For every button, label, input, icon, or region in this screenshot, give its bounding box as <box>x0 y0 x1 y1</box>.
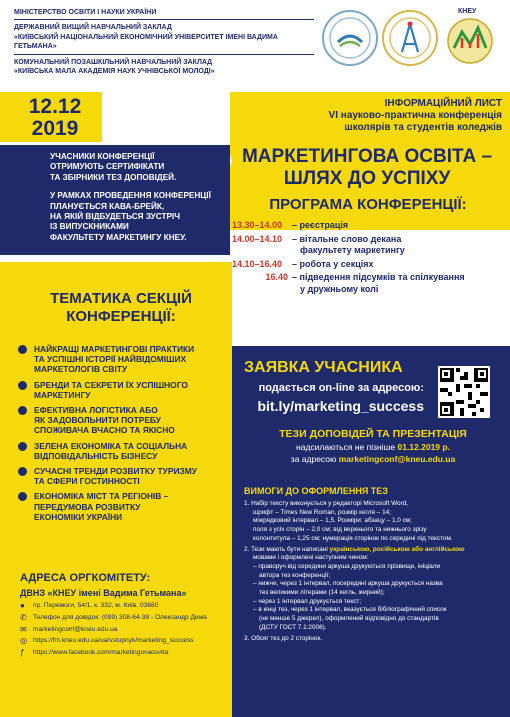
title-line2: ШЛЯХ ДО УСПІХУ <box>283 168 451 189</box>
header-divider <box>14 19 314 20</box>
topic-item <box>16 380 228 400</box>
theses-deadline-text: надсилаються не пізніше <box>296 442 398 452</box>
requirement-line: міжрядковий інтервал – 1,5. Розміри: абзацу – 1,0 см; <box>253 517 412 525</box>
requirement-line: (не менше 5 джерел), оформлений відповідно до стандартів <box>259 615 439 623</box>
address-facebook-link[interactable]: https://www.facebook.com/marketingovaosvita <box>33 649 169 657</box>
theses-address-text: за адресою <box>290 454 339 464</box>
requirement-line: – в кінці тез, через 1 інтервал, вказується бібліографічний список <box>253 606 447 614</box>
contact-row[interactable] <box>20 624 232 636</box>
topic-line: СУЧАСНІ ТРЕНДИ РОЗВИТКУ ТУРИЗМУ <box>34 466 197 477</box>
topic-line: ВІДПОВІДАЛЬНІСТЬ БІЗНЕСУ <box>34 450 158 461</box>
requirement-line: тез великими літерами (14 кегль, жирний); <box>259 589 385 597</box>
topic-line: ЕФЕКТИВНА ЛОГІСТИКА АБО <box>34 405 158 416</box>
requirement-line: поля з усіх сторін – 2,0 см; від верхнього та нижнього зрізу <box>253 526 427 534</box>
topic-item <box>16 441 228 461</box>
address-email-link[interactable]: marketingconf@kneu.edu.ua <box>33 625 118 633</box>
title-line1: МАРКЕТИНГОВА ОСВІТА – <box>241 146 493 167</box>
date-year: 2019 <box>31 117 79 140</box>
header-line-academy: «КИЇВСЬКА МАЛА АКАДЕМІЯ НАУК УЧНІВСЬКОЇ МОЛОДІ» <box>14 68 215 76</box>
bullet-icon <box>18 345 27 354</box>
topic-line: ЕКОНОМІКА МІСТ ТА РЕГІОНІВ – <box>34 491 169 502</box>
requirement-line <box>244 546 506 555</box>
participants-line: ОТРИМУЮТЬ СЕРТИФІКАТИ <box>50 162 165 172</box>
address-site-link[interactable]: https://fm.kneu.edu.ua/ua/vstupnyk/marketing_success <box>33 637 194 645</box>
address-street: пр. Перемоги, 54/1, к. 332, м. Київ, 03680 <box>33 602 159 609</box>
contact-row[interactable] <box>20 635 232 647</box>
topic-line: ЯК ЗАДОВОЛЬНИТИ ПОТРЕБУ <box>34 415 161 426</box>
phone-icon: ✆ <box>20 612 27 622</box>
participants-line: У РАМКАХ ПРОВЕДЕННЯ КОНФЕРЕНЦІЇ <box>50 191 211 201</box>
topic-line: МАРКЕТОЛОГІВ СВІТУ <box>34 364 128 375</box>
theses-email-link[interactable]: marketingconf@kneu.edu.ua <box>338 454 456 464</box>
application-heading: ЗАЯВКА УЧАСНИКА <box>244 359 403 376</box>
theses-heading: ТЕЗИ ДОПОВІДЕЙ ТА ПРЕЗЕНТАЦІЯ <box>279 428 467 440</box>
participants-line: ТА ЗБІРНИКИ ТЕЗ ДОПОВІДЕЙ. <box>50 172 177 182</box>
program-text: – підведення підсумків та спілкування <box>292 272 465 282</box>
program-item <box>232 234 506 246</box>
participants-line: ФАКУЛЬТЕТУ МАРКЕТИНГУ КНЕУ. <box>50 232 187 242</box>
program-section <box>232 196 504 214</box>
program-text: – реєстрація <box>292 220 349 230</box>
header-divider <box>14 54 314 55</box>
academy-logo <box>382 10 438 66</box>
bullet-icon <box>18 381 27 390</box>
date-day: 12.12 <box>28 95 82 118</box>
requirement-line: – через 1 інтервал друкується текст; <box>253 597 362 605</box>
requirement-line: шрифт – Times New Roman, розмір кегля – 14; <box>253 508 391 516</box>
conference-line1: VI науково-практична конференція <box>328 110 502 121</box>
application-link[interactable]: bit.ly/marketing_success <box>257 398 424 414</box>
topics-list <box>16 344 228 522</box>
theses-address <box>242 453 504 465</box>
requirement-line: (ДСТУ ГОСТ 7.1:2006). <box>259 623 327 631</box>
program-text: – вітальне слово декана <box>292 233 402 244</box>
conference-line2: школярів та студентів коледжів <box>344 122 502 133</box>
contacts-list <box>20 600 232 659</box>
header-line-institution-type: ДЕРЖАВНИЙ ВИЩИЙ НАВЧАЛЬНИЙ ЗАКЛАД <box>14 24 172 32</box>
globe-icon: ◎ <box>20 636 27 646</box>
conference-date <box>10 96 100 140</box>
facebook-icon: ƒ <box>20 648 25 658</box>
topic-line: ЗЕЛЕНА ЕКОНОМІКА ТА СОЦІАЛЬНА <box>34 440 188 451</box>
program-text: – робота у секціях <box>292 258 374 269</box>
theses-section <box>242 428 504 465</box>
program-time: 13.30–14.00 <box>232 220 283 230</box>
header-line-ministry: МІНІСТЕРСТВО ОСВІТИ І НАУКИ УКРАЇНИ <box>14 9 157 16</box>
requirement-text: 2. Тези мають бути написані <box>244 545 330 553</box>
university-logo <box>322 10 378 66</box>
address-heading: АДРЕСА ОРГКОМІТЕТУ: <box>20 572 151 584</box>
topic-line: МАРКЕТИНГУ <box>34 389 91 400</box>
program-text: у дружньому колі <box>300 283 379 294</box>
theses-deadline <box>242 441 504 453</box>
requirement-line: – нижче, через 1 інтервал, посередині аркуша друкується назва <box>253 580 443 588</box>
topic-item <box>16 405 228 436</box>
requirement-highlight: українською, російською або англійською <box>329 545 465 553</box>
program-list <box>232 220 506 295</box>
location-pin-icon: ● <box>20 601 25 610</box>
header-block <box>14 8 314 76</box>
requirement-line: – праворуч від середини аркуша друкуються прізвище, ініціали <box>253 562 441 570</box>
info-kind: ІНФОРМАЦІЙНИЙ ЛИСТ <box>384 98 502 109</box>
address-phone: Телефон для довідок: (099) 308-64-38 - Олександр Дима <box>33 613 207 621</box>
topics-heading-line: КОНФЕРЕНЦІЇ: <box>66 308 176 325</box>
program-item <box>232 259 506 271</box>
program-text: факультету маркетингу <box>300 245 405 255</box>
program-item <box>232 272 506 284</box>
bullet-icon <box>18 442 27 451</box>
email-icon: ✉ <box>20 624 27 634</box>
kneu-marketing-logo <box>440 8 500 68</box>
contact-row <box>20 612 232 624</box>
requirement-line: 3. Обсяг тез до 2 сторінок. <box>244 634 323 642</box>
info-header <box>232 98 502 134</box>
topics-heading <box>16 290 226 326</box>
application-line: подається on-line за адресою: <box>258 382 424 394</box>
logo-label: КНЕУ <box>458 8 477 15</box>
bullet-icon <box>18 406 27 415</box>
bullet-icon <box>18 467 27 476</box>
requirements-section <box>244 486 506 643</box>
topic-line: ЕКОНОМІКИ УКРАЇНИ <box>34 511 123 522</box>
address-org: ДВНЗ «КНЕУ імені Вадима Гетьмана» <box>20 588 187 598</box>
topic-item <box>16 491 228 522</box>
requirement-line: 1. Набір тексту виконується у редакторі Microsoft Word, <box>244 500 409 507</box>
header-line-school-type: КОМУНАЛЬНИЙ ПОЗАШКІЛЬНИЙ НАВЧАЛЬНИЙ ЗАКЛАД <box>14 58 213 66</box>
program-item <box>232 220 506 232</box>
bullet-icon <box>18 492 27 501</box>
program-time: 16.40 <box>265 272 288 282</box>
topic-item <box>16 344 228 375</box>
topic-line: ТА СФЕРИ ГОСТИННОСТІ <box>34 476 140 487</box>
qr-code[interactable] <box>438 366 490 418</box>
participants-text <box>50 152 220 243</box>
topic-line: ТА УСПІШНІ ІСТОРІЇ НАЙВІДОМІШИХ <box>34 354 187 365</box>
requirement-line: мовами і оформлені наступним чином: <box>253 554 369 562</box>
contact-row[interactable] <box>20 647 232 659</box>
participants-line: УЧАСНИКИ КОНФЕРЕНЦІЇ <box>50 152 155 161</box>
conference-title <box>232 146 502 190</box>
requirement-line: колонтитула – 1,25 см; нумерація сторінок по середині під текстом. <box>253 534 453 542</box>
program-time: 14.00–14.10 <box>232 233 283 244</box>
requirement-line: автора тез конференції; <box>259 571 331 579</box>
address-section <box>20 572 230 599</box>
participants-line: ІЗ ВИПУСКНИКАМИ <box>50 222 129 232</box>
participants-line: НА ЯКІЙ ВІДБУДЕТЬСЯ ЗУСТРІЧ <box>50 212 180 222</box>
theses-date: 01.12.2019 р. <box>397 442 450 452</box>
contact-row <box>20 600 232 612</box>
program-heading: ПРОГРАМА КОНФЕРЕНЦІЇ: <box>269 196 467 213</box>
topic-line: СПОЖИВАЧА ВЧАСНО ТА ЯКІСНО <box>34 425 175 436</box>
topic-line: НАЙКРАЩІ МАРКЕТИНГОВІ ПРАКТИКИ <box>34 344 195 354</box>
topics-heading-line: ТЕМАТИКА СЕКЦІЙ <box>50 290 192 307</box>
requirements-heading: ВИМОГИ ДО ОФОРМЛЕННЯ ТЕЗ <box>244 486 388 496</box>
participants-line: ПЛАНУЄТЬСЯ КАВА-БРЕЙК, <box>50 201 165 211</box>
header-line-university: «КИЇВСЬКИЙ НАЦІОНАЛЬНИЙ ЕКОНОМІЧНИЙ УНІВЕРСИТЕТ ІМЕНІ ВАДИМА ГЕТЬМАНА» <box>14 33 278 51</box>
program-time: 14.10–16.40 <box>232 258 283 269</box>
application-section <box>244 358 424 415</box>
topic-item <box>16 466 228 486</box>
topic-line: ПЕРЕДУМОВА РОЗВИТКУ <box>34 501 141 512</box>
topic-line: БРЕНДИ ТА СЕКРЕТИ ЇХ УСПІШНОГО <box>34 379 188 390</box>
